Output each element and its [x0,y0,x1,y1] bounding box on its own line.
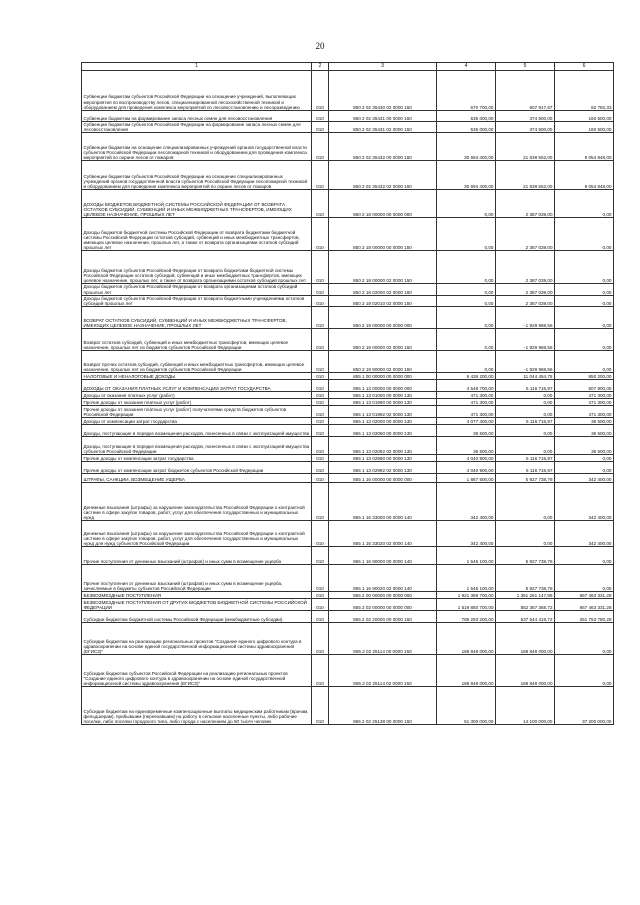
row-name: Субвенции бюджетам на оснащение специализированных учреждений органов государственной власти субъектов Российской Федерации лесопожарной техникой и оборудованием для проведения комплекса мероприятий по охране лесов от пожаров [82,133,312,161]
row-name: Возврат прочих остатков субсидий, субвенций и иных межбюджетных трансфертов, имеющих целевое назначение, прошлых лет из бюджетов субъектов Российской Федерации [82,351,312,373]
row-name: Субвенции бюджетам субъектов Российской Федерации на оснащение специализированных учреждений органов государственной власти субъектов Российской Федерации лесопожарной техникой и оборудованием для проведения комплекса мероприятий по охране лесов от пожаров [82,161,312,190]
row-rest: 0,00 [555,329,614,351]
row-fact: 0,00 [496,521,555,547]
row-admin: 010 [312,425,329,437]
row-name: БЕЗВОЗМЕЗДНЫЕ ПОСТУПЛЕНИЯ [82,592,312,599]
table-row [82,655,614,687]
row-plan: 0,00 [437,190,496,218]
row-plan: 1 545 100,00 [437,547,496,565]
row-name: Доходы бюджетов бюджетной системы Российской Федерации от возврата бюджетами бюджетной системы Российской Федерации остатков субсидий, субвенций и иных межбюджетных трансфертов, имеющих целевое назначение, прошлых лет, а также от возврата организациями остатков субсидий прошлых лет [82,218,312,251]
row-admin: 010 [312,71,329,111]
row-code: 855 1 16 00000 00 0000 000 [329,474,437,483]
row-plan: 342 400,00 [437,483,496,521]
row-plan: 471 300,00 [437,406,496,418]
row-fact: 2 387 039,00 [496,295,555,306]
row-code: 855 1 13 01992 02 0000 130 [329,406,437,418]
row-code: 855 1 13 01000 00 0000 130 [329,392,437,399]
row-fact: 2 387 039,00 [496,218,555,251]
row-rest: 251 753 780,28 [555,611,614,623]
row-rest: 342 400,00 [555,483,614,521]
row-admin: 010 [312,599,329,611]
row-rest: 0,00 [555,307,614,329]
row-admin: 010 [312,474,329,483]
row-fact: 0,00 [496,437,555,455]
row-code: 855 1 13 02990 00 0000 130 [329,455,437,462]
row-rest: 62 782,33 [555,71,614,111]
row-code: 850 2 19 90000 02 0000 150 [329,351,437,373]
row-admin: 010 [312,592,329,599]
col-header-2: 2 [312,63,329,71]
row-name: Субсидии бюджетам бюджетной системы Российской Федерации (межбюджетные субсидии) [82,611,312,623]
row-rest: 507 800,00 [555,380,614,392]
row-code: 855 2 02 25114 00 0000 150 [329,623,437,655]
table-row [82,599,614,611]
row-code: 855 2 02 25138 00 0000 150 [329,687,437,725]
table-row [82,611,614,623]
row-name: Субсидии бюджетам субъектов Российской Федерации на реализацию региональных проектов "Создание единого цифрового контура в здравоохранении на основе единой государственной информационной системы здравоохранения (ЕГИСЗ)" [82,655,312,687]
row-fact: 0,00 [496,406,555,418]
row-fact: 852 367 368,72 [496,599,555,611]
row-code: 855 2 00 00000 00 0000 000 [329,592,437,599]
row-plan: 1 887 500,00 [437,474,496,483]
row-admin: 010 [312,455,329,462]
row-admin: 010 [312,687,329,725]
row-rest: 0,00 [555,284,614,295]
row-admin: 010 [312,190,329,218]
row-fact: 537 544 419,72 [496,611,555,623]
row-name: Прочие доходы от компенсации затрат государства [82,455,312,462]
row-rest: 342 400,00 [555,474,614,483]
row-admin: 010 [312,380,329,392]
row-code: 855 1 13 02000 00 0000 130 [329,418,437,425]
row-code: 855 1 13 02062 02 0000 130 [329,437,437,455]
row-name: Доходы, поступающие в порядке возмещения расходов, понесенных в связи с эксплуатацией имущества [82,425,312,437]
row-code: 855 2 02 20000 00 0000 150 [329,611,437,623]
table-row [82,392,614,399]
row-name: ШТРАФЫ, САНКЦИИ, ВОЗМЕЩЕНИЕ УЩЕРБА [82,474,312,483]
row-admin: 010 [312,521,329,547]
table-row [82,399,614,406]
row-code: 850 2 19 00000 00 0000 000 [329,307,437,329]
row-plan: 670 700,00 [437,71,496,111]
row-name: ДОХОДЫ БЮДЖЕТОВ БЮДЖЕТНОЙ СИСТЕМЫ РОССИЙСКОЙ ФЕДЕРАЦИИ ОТ ВОЗВРАТА ОСТАТКОВ СУБСИДИЙ, СУБВЕНЦИЙ И ИНЫХ МЕЖБЮДЖЕТНЫХ ТРАНСФЕРТОВ, ИМЕЮЩИХ ЦЕЛЕВОЕ НАЗНАЧЕНИЕ, ПРОШЛЫХ ЛЕТ [82,190,312,218]
row-admin: 010 [312,462,329,474]
row-plan: 4 040 900,00 [437,455,496,462]
table-row [82,418,614,425]
row-fact: 0,00 [496,483,555,521]
row-fact: 5 116 715,97 [496,380,555,392]
col-header-5: 5 [496,63,555,71]
row-rest: 9 054 848,00 [555,133,614,161]
row-rest: 0,00 [555,462,614,474]
row-rest: 667 463 331,28 [555,599,614,611]
row-admin: 010 [312,329,329,351]
row-fact: 0,00 [496,399,555,406]
table-row [82,111,614,122]
table-row [82,190,614,218]
page-number: 20 [315,41,325,51]
row-admin: 010 [312,406,329,418]
row-plan: 342 400,00 [437,521,496,547]
row-fact: 188 848 000,00 [496,623,555,655]
col-header-4: 4 [437,63,496,71]
row-name: Доходы от компенсации затрат государства [82,418,312,425]
row-admin: 010 [312,133,329,161]
row-fact: 2 387 039,00 [496,284,555,295]
table-row [82,122,614,133]
row-admin: 010 [312,437,329,455]
row-code: 855 1 13 02060 00 0000 130 [329,425,437,437]
row-name: Прочие поступления от денежных взысканий (штрафов) и иных сумм в возмещение ущерба [82,547,312,565]
row-plan: 0,00 [437,351,496,373]
row-plan: 0,00 [437,218,496,251]
row-name: ДОХОДЫ ОТ ОКАЗАНИЯ ПЛАТНЫХ УСЛУГ И КОМПЕНСАЦИИ ЗАТРАТ ГОСУДАРСТВА [82,380,312,392]
row-fact: 188 848 000,00 [496,655,555,687]
row-name: ВОЗВРАТ ОСТАТКОВ СУБСИДИЙ, СУБВЕНЦИЙ И ИНЫХ МЕЖБЮДЖЕТНЫХ ТРАНСФЕРТОВ, ИМЕЮЩИХ ЦЕЛЕВОЕ НАЗНАЧЕНИЕ, ПРОШЛЫХ ЛЕТ [82,307,312,329]
row-code: 855 1 13 02992 02 0000 130 [329,462,437,474]
row-name: Субсидии бюджетам на реализацию региональных проектов "Создание единого цифрового контура в здравоохранении на основе единой государственной информационной системы здравоохранения (ЕГИСЗ)" [82,623,312,655]
table-row [82,687,614,725]
row-fact: 607 917,67 [496,71,555,111]
row-admin: 010 [312,418,329,425]
row-rest: 36 500,00 [555,425,614,437]
row-plan: 471 300,00 [437,392,496,399]
row-plan: 0,00 [437,284,496,295]
row-rest: 37 200 000,00 [555,687,614,725]
row-name: Субвенции бюджетам на формирование запаса лесных семян для лесовосстановления [82,111,312,122]
table-row [82,592,614,599]
row-fact: 374 500,00 [496,111,555,122]
row-fact: 2 387 039,00 [496,190,555,218]
row-name: Прочие доходы от компенсации затрат бюджетов субъектов Российской Федерации [82,462,312,474]
row-code: 850 2 02 35431 00 0000 150 [329,111,437,122]
row-plan: 471 300,00 [437,399,496,406]
row-name: БЕЗВОЗМЕЗДНЫЕ ПОСТУПЛЕНИЯ ОТ ДРУГИХ БЮДЖЕТОВ БЮДЖЕТНОЙ СИСТЕМЫ РОССИЙСКОЙ ФЕДЕРАЦИИ [82,599,312,611]
row-plan: 51 300 000,00 [437,687,496,725]
row-name: Прочие поступления от денежных взысканий (штрафов) и иных сумм в возмещение ущерба, зачисляемые в бюджеты субъектов Российской Федерации [82,565,312,592]
row-plan: 1 545 100,00 [437,565,496,592]
table-row [82,437,614,455]
table-row [82,623,614,655]
col-header-6: 6 [555,63,614,71]
row-rest: 0,00 [555,455,614,462]
row-rest: 160 500,00 [555,122,614,133]
row-fact: 0,00 [496,392,555,399]
table-row [82,406,614,418]
row-code: 850 2 18 02000 02 0000 150 [329,284,437,295]
row-fact: 5 116 715,97 [496,462,555,474]
row-admin: 010 [312,251,329,284]
row-code: 855 1 13 01990 00 0000 130 [329,399,437,406]
row-code: 855 1 16 33020 02 0000 140 [329,521,437,547]
row-plan: 4 548 700,00 [437,380,496,392]
table-row [82,161,614,190]
row-code: 855 1 16 90020 02 0000 140 [329,565,437,592]
row-fact: 2 387 039,00 [496,251,555,284]
row-rest: 0,00 [555,547,614,565]
table-row [82,483,614,521]
row-code: 850 2 02 35432 02 0000 150 [329,161,437,190]
table-row [82,547,614,565]
table-row [82,455,614,462]
row-rest: 0,00 [555,295,614,306]
row-code: 850 2 18 00000 00 0000 000 [329,190,437,218]
row-name: Доходы, поступающие в порядке возмещения расходов, понесенных в связи с эксплуатацией имущества субъектов Российской Федерации [82,437,312,455]
row-admin: 010 [312,122,329,133]
table-row [82,307,614,329]
row-plan: 4 077 400,00 [437,418,496,425]
row-admin: 010 [312,373,329,380]
row-name: Доходы бюджетов субъектов Российской Федерации от возврата бюджетами бюджетной системы Российской Федерации остатков субсидий, субвенций и иных межбюджетных трансфертов, имеющих целевое назначение, прошлых лет, а также от возврата организациями остатков субсидий прошлых лет [82,251,312,284]
row-rest: 0,00 [555,655,614,687]
row-plan: 535 000,00 [437,122,496,133]
table-row [82,295,614,306]
row-code: 850 2 18 02010 02 0000 150 [329,295,437,306]
row-name: Денежные взыскания (штрафы) за нарушение законодательства Российской Федерации о контрактной системе в сфере закупок товаров, работ, услуг для обеспечения государственных и муниципальных нужд для нужд субъектов Российской Федерации [82,521,312,547]
col-header-3: 3 [329,63,437,71]
row-admin: 010 [312,111,329,122]
row-admin: 010 [312,295,329,306]
row-code: 850 2 19 00000 02 0000 150 [329,329,437,351]
row-rest: 160 500,00 [555,111,614,122]
row-rest: 9 054 848,00 [555,161,614,190]
row-name: Прочие доходы от оказания платных услуг (работ) получателями средств бюджетов субъектов Российской Федерации [82,406,312,418]
row-fact: -1 929 968,56 [496,307,555,329]
row-plan: 0,00 [437,329,496,351]
table-row [82,425,614,437]
row-fact: 374 500,00 [496,122,555,133]
row-rest: 471 300,00 [555,399,614,406]
row-plan: 0,00 [437,251,496,284]
row-rest: 0,00 [555,218,614,251]
table-row [82,521,614,547]
row-fact: 5 927 738,78 [496,474,555,483]
row-rest: 0,00 [555,251,614,284]
row-plan: 0,00 [437,295,496,306]
row-admin: 010 [312,161,329,190]
row-plan: 535 000,00 [437,111,496,122]
row-admin: 010 [312,218,329,251]
table-row [82,133,614,161]
row-admin: 010 [312,307,329,329]
row-name: Субсидии бюджетам на единовременные компенсационные выплаты медицинским работникам (врачам, фельдшерам), прибывшим (переехавшим) на работу в сельские населенные пункты, либо рабочие поселки, либо поселки городского типа, либо города с населением до 50 тысяч человек [82,687,312,725]
table-row [82,373,614,380]
table-row [82,565,614,592]
row-fact: 5 116 715,97 [496,455,555,462]
row-rest: 0,00 [555,565,614,592]
row-fact: 5 116 715,97 [496,418,555,425]
row-code: 855 2 02 00000 00 0000 000 [329,599,437,611]
row-admin: 010 [312,611,329,623]
row-admin: 010 [312,565,329,592]
row-plan: 36 500,00 [437,437,496,455]
row-admin: 010 [312,399,329,406]
row-plan: 188 848 000,00 [437,655,496,687]
row-code: 855 1 16 33000 00 0000 140 [329,483,437,521]
row-rest: 36 500,00 [555,418,614,425]
table-row [82,329,614,351]
row-name: Прочие доходы от оказания платных услуг (работ) [82,399,312,406]
table-row [82,71,614,111]
row-plan: 36 500,00 [437,425,496,437]
table-row [82,284,614,295]
row-plan: 4 040 900,00 [437,462,496,474]
table-header [82,63,614,71]
row-plan: 1 519 850 700,00 [437,599,496,611]
row-code: 850 2 18 00000 02 0000 150 [329,251,437,284]
table-row [82,351,614,373]
row-rest: 0,00 [555,623,614,655]
row-code: 850 2 02 35432 00 0000 150 [329,133,437,161]
row-plan: 0,00 [437,307,496,329]
table-row [82,251,614,284]
row-fact: 1 351 261 147,86 [496,592,555,599]
row-fact: 21 639 552,00 [496,161,555,190]
table-row [82,380,614,392]
row-rest: 342 400,00 [555,521,614,547]
row-plan: 789 293 200,00 [437,611,496,623]
row-admin: 010 [312,623,329,655]
row-fact: 11 044 454,75 [496,373,555,380]
row-code: 855 1 00 00000 00 0000 000 [329,373,437,380]
row-code: 850 2 02 35430 02 0000 150 [329,71,437,111]
row-plan: 30 694 400,00 [437,161,496,190]
row-fact: 21 639 552,00 [496,133,555,161]
row-code: 850 2 18 00000 00 0000 150 [329,218,437,251]
row-admin: 010 [312,392,329,399]
row-code: 855 1 13 00000 00 0000 000 [329,380,437,392]
row-code: 855 1 16 90000 00 0000 140 [329,547,437,565]
table-row [82,474,614,483]
row-rest: 471 300,00 [555,392,614,399]
row-rest: 471 300,00 [555,406,614,418]
row-fact: -1 929 968,56 [496,329,555,351]
row-rest: 0,00 [555,351,614,373]
row-plan: 30 694 400,00 [437,133,496,161]
row-rest: 36 500,00 [555,437,614,455]
budget-revenue-table [81,62,614,725]
row-admin: 010 [312,483,329,521]
row-name: Доходы от оказания платных услуг (работ) [82,392,312,399]
row-admin: 010 [312,284,329,295]
row-fact: 5 927 738,78 [496,565,555,592]
row-rest: 0,00 [555,190,614,218]
row-admin: 010 [312,547,329,565]
row-name: Доходы бюджетов субъектов Российской Федерации от возврата организациями остатков субсидий прошлых лет [82,284,312,295]
row-code: 850 2 02 35431 02 0000 150 [329,122,437,133]
row-fact: 0,00 [496,425,555,437]
row-name: Доходы бюджетов субъектов Российской Федерации от возврата бюджетными учреждениями остатков субсидий прошлых лет [82,295,312,306]
row-plan: 188 848 000,00 [437,623,496,655]
row-name: Возврат остатков субсидий, субвенций и иных межбюджетных трансфертов, имеющих целевое назначение, прошлых лет из бюджетов субъектов Российской Федерации [82,329,312,351]
row-admin: 010 [312,655,329,687]
row-name: Денежные взыскания (штрафы) за нарушение законодательства Российской Федерации о контрактной системе в сфере закупок товаров, работ, услуг для обеспечения государственных и муниципальных нужд [82,483,312,521]
header-row [82,63,614,71]
row-admin: 010 [312,351,329,373]
col-header-1: 1 [82,63,312,71]
row-plan: 1 921 369 700,00 [437,592,496,599]
row-rest: 667 463 331,28 [555,592,614,599]
row-rest: 850 200,00 [555,373,614,380]
row-name: Субвенции бюджетам субъектов Российской Федерации на оснащение учреждений, выполняющих мероприятия по воспроизводству лесов, специализированной лесохозяйственной техникой и оборудованием для проведения комплекса мероприятий по лесовосстановлению и лесоразведению [82,71,312,111]
table-row [82,218,614,251]
row-name: Субвенции бюджетам субъектов Российской Федерации на формирование запаса лесных семян для лесовосстановления [82,122,312,133]
table-body [82,71,614,725]
row-plan: 6 436 200,00 [437,373,496,380]
table-row [82,462,614,474]
row-code: 855 2 02 25114 02 0000 150 [329,655,437,687]
row-fact: -1 929 968,56 [496,351,555,373]
row-fact: 14 100 000,00 [496,687,555,725]
row-name: НАЛОГОВЫЕ И НЕНАЛОГОВЫЕ ДОХОДЫ [82,373,312,380]
row-fact: 5 927 738,78 [496,547,555,565]
